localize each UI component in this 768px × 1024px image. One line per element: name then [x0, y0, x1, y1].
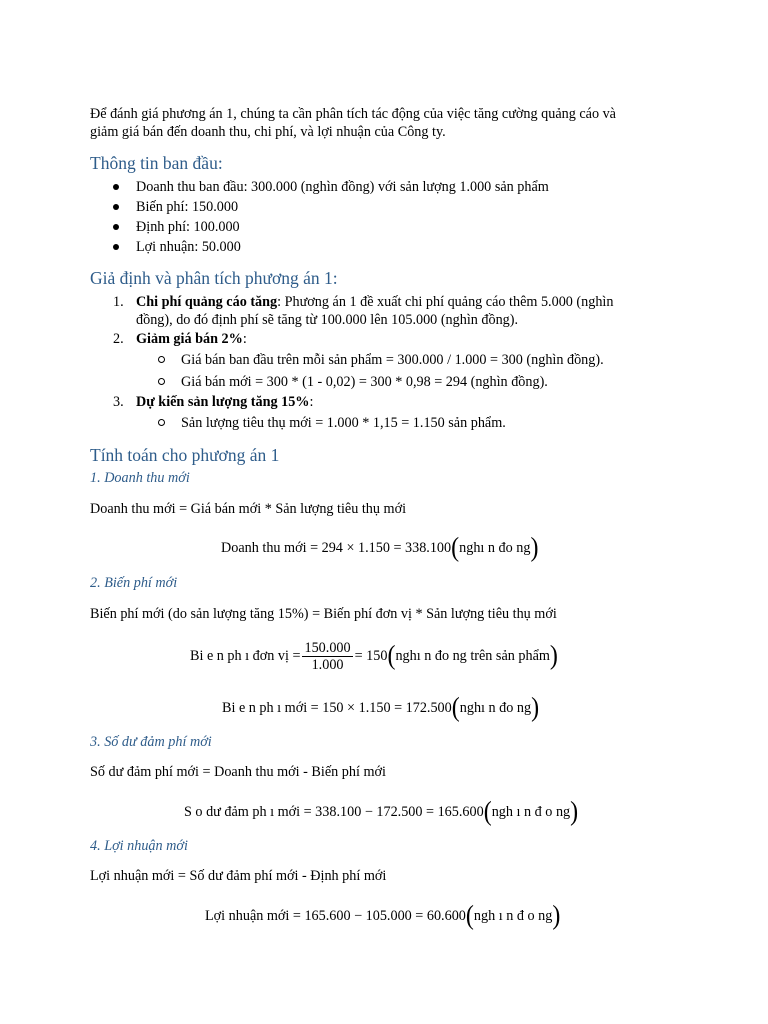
- section-heading-assumptions: Giả định và phân tích phương án 1:: [90, 268, 338, 288]
- intro-line-1: Để đánh giá phương án 1, chúng ta cần phân tích tác động của việc tăng cường quảng cáo và: [90, 106, 616, 122]
- equation-contribution-margin: S o dư đảm ph ı mới = 338.100 − 172.500 = 165.600 ( ngh ı n đ o ng ): [184, 797, 579, 827]
- subheading-contribution-margin: 3. Số dư đảm phí mới: [90, 734, 212, 750]
- circle-bullet-icon: [158, 356, 165, 363]
- formula-text: Lợi nhuận mới = Số dư đảm phí mới - Định phí mới: [90, 868, 387, 884]
- equation-body: Doanh thu mới = 294 × 1.150 = 338.100: [221, 539, 452, 556]
- equation-body: Bi e n ph ı đơn vị =: [190, 647, 301, 664]
- formula-text: Biến phí mới (do sản lượng tăng 15%) = Biến phí đơn vị * Sản lượng tiêu thụ mới: [90, 606, 557, 622]
- sub-list-item: Sản lượng tiêu thụ mới = 1.000 * 1,15 = 1.150 sản phẩm.: [181, 415, 506, 431]
- formula-text: Số dư đảm phí mới = Doanh thu mới - Biến phí mới: [90, 764, 386, 780]
- fraction-numerator: 150.000: [304, 639, 351, 656]
- equation-unit: ngh ı n đ o ng: [491, 803, 571, 820]
- sub-list-item: Giá bán ban đầu trên mỗi sản phẩm = 300.000 / 1.000 = 300 (nghìn đồng).: [181, 352, 604, 368]
- list-item-text: : Phương án 1 đề xuất chi phí quảng cáo thêm 5.000 (nghìn: [277, 294, 614, 310]
- list-item-text: :: [309, 394, 314, 410]
- equation-body: S o dư đảm ph ı mới = 338.100 − 172.500 = 165.600: [184, 803, 484, 820]
- equation-unit: ngh ı n đ o ng: [473, 907, 553, 924]
- list-number: 3.: [113, 394, 124, 410]
- list-item-bold: Dự kiến sản lượng tăng 15%: [136, 394, 310, 410]
- list-item: Biến phí: 150.000: [136, 199, 239, 215]
- bullet-icon: [113, 204, 119, 210]
- list-item: Định phí: 100.000: [136, 219, 240, 235]
- list-number: 1.: [113, 294, 124, 310]
- subheading-new-revenue: 1. Doanh thu mới: [90, 470, 190, 486]
- equation-unit-variable-cost: Bi e n ph ı đơn vị = $\frac{150.000}{1.000}$ = 150 ( nghı n đo ng trên sản phẩm ): [190, 639, 558, 673]
- list-item-bold: Giảm giá bán 2%: [136, 331, 243, 347]
- equation-profit: Lợi nhuận mới = 165.600 − 105.000 = 60.600 ( ngh ı n đ o ng ): [205, 901, 561, 931]
- equation-unit: nghı n đo ng: [459, 539, 531, 556]
- section-heading-calculation: Tính toán cho phương án 1: [90, 445, 280, 465]
- list-item-continuation: đồng), do đó định phí sẽ tăng từ 100.000 lên 105.000 (nghìn đồng).: [136, 312, 519, 328]
- list-item-advertising: [136, 294, 613, 311]
- circle-bullet-icon: [158, 378, 165, 385]
- equation-body: Lợi nhuận mới = 165.600 − 105.000 = 60.600: [205, 907, 466, 924]
- bullet-icon: [113, 244, 119, 250]
- equation-result: = 150: [354, 647, 388, 664]
- sub-list-item: Giá bán mới = 300 * (1 - 0,02) = 300 * 0,98 = 294 (nghìn đồng).: [181, 374, 548, 390]
- list-item: Doanh thu ban đầu: 300.000 (nghìn đồng) với sản lượng 1.000 sản phẩm: [136, 179, 549, 195]
- list-item-bold: Chi phí quảng cáo tăng: [136, 294, 278, 310]
- bullet-icon: [113, 184, 119, 190]
- intro-line-2: giảm giá bán đến doanh thu, chi phí, và lợi nhuận của Công ty.: [90, 124, 446, 140]
- formula-text: Doanh thu mới = Giá bán mới * Sản lượng tiêu thụ mới: [90, 501, 407, 517]
- section-heading-initial-info: Thông tin ban đầu:: [90, 153, 223, 173]
- equation-body: Bi e n ph ı mới = 150 × 1.150 = 172.500: [222, 699, 452, 716]
- subheading-new-variable-cost: 2. Biến phí mới: [90, 575, 178, 591]
- equation-unit: nghı n đo ng trên sản phẩm: [395, 647, 550, 664]
- subheading-new-profit: 4. Lợi nhuận mới: [90, 838, 188, 854]
- equation-revenue: Doanh thu mới = 294 × 1.150 = 338.100 ( nghı n đo ng ): [221, 533, 539, 563]
- equation-unit: nghı n đo ng: [459, 699, 532, 716]
- bullet-icon: [113, 224, 119, 230]
- fraction: [302, 640, 352, 673]
- list-item-volume: [136, 394, 313, 411]
- circle-bullet-icon: [158, 419, 165, 426]
- fraction-denominator: 1.000: [311, 656, 344, 673]
- equation-variable-cost: Bi e n ph ı mới = 150 × 1.150 = 172.500 ( nghı n đo ng ): [222, 693, 540, 723]
- list-item-price-cut: [136, 331, 247, 348]
- list-number: 2.: [113, 331, 124, 347]
- list-item-text: :: [242, 331, 247, 347]
- list-item: Lợi nhuận: 50.000: [136, 239, 241, 255]
